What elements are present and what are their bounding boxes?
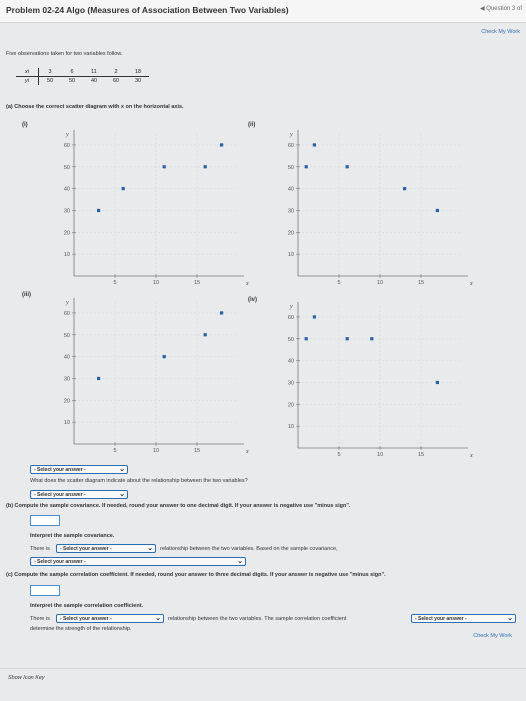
- chevron-down-icon: ⌄: [237, 558, 243, 565]
- data-point: [204, 333, 207, 336]
- x-tick-label: 10: [376, 452, 384, 458]
- plot-label-i[interactable]: (i): [22, 122, 28, 128]
- data-point: [122, 187, 125, 190]
- select-label: - Select your answer -: [34, 492, 86, 498]
- data-point: [436, 381, 439, 384]
- part-b-prompt: (b) Compute the sample covariance. If needed, round your answer to one decimal digit. If your answer is negative use "minus sign".: [6, 503, 351, 509]
- select-label: - Select your answer -: [34, 467, 86, 473]
- correlation-relationship-select[interactable]: [56, 614, 164, 623]
- relationship-question: What does the scatter diagram indicate about the relationship between the two variables?: [30, 478, 248, 484]
- table-row: [16, 77, 149, 86]
- select-label: - Select your answer -: [60, 546, 112, 552]
- select-label: - Select your answer -: [60, 616, 112, 622]
- x-tick-label: 5: [113, 448, 117, 454]
- x-tick-label: 10: [152, 448, 160, 454]
- y-cell: 30: [134, 78, 142, 84]
- check-my-work-bottom[interactable]: Check My Work: [473, 633, 512, 639]
- y-axis-label: y: [290, 132, 293, 138]
- intro-text: Five observations taken for two variables follow.: [6, 51, 123, 57]
- x-axis-label: x: [470, 453, 473, 459]
- scatter-plot-ii: [266, 128, 486, 300]
- y-cell: 60: [112, 78, 120, 84]
- x-axis-label: x: [246, 281, 249, 287]
- covariance-conclusion-select[interactable]: [30, 557, 246, 566]
- interpret-covariance: Interpret the sample covariance.: [30, 533, 115, 539]
- data-point: [346, 165, 349, 168]
- x-tick-label: 5: [337, 452, 341, 458]
- scatter-choice-select[interactable]: [30, 465, 128, 474]
- scatter-svg: [42, 128, 262, 300]
- y-tick-label: 50: [287, 336, 294, 343]
- data-point: [370, 337, 373, 340]
- x-header: xi: [16, 68, 39, 77]
- y-tick-label: 20: [63, 230, 70, 237]
- select-label: - Select your answer -: [34, 559, 86, 565]
- x-tick-label: 15: [417, 280, 425, 286]
- x-cell: 6: [61, 68, 83, 77]
- y-tick-label: 40: [287, 358, 294, 365]
- interpret-correlation: Interpret the sample correlation coefficient.: [30, 603, 144, 609]
- y-tick-label: 10: [287, 252, 294, 259]
- data-point: [346, 337, 349, 340]
- bottom-bar: [0, 668, 526, 701]
- y-tick-label: 60: [287, 142, 294, 149]
- chevron-down-icon: ⌄: [507, 615, 513, 622]
- y-axis-label: y: [290, 304, 293, 310]
- chevron-down-icon: ⌄: [155, 615, 161, 622]
- y-tick-label: 30: [287, 380, 294, 387]
- x-tick-label: 5: [113, 280, 117, 286]
- y-tick-label: 30: [63, 208, 70, 215]
- chevron-down-icon: ⌄: [119, 466, 125, 473]
- y-tick-label: 60: [63, 142, 70, 149]
- plot-label-ii[interactable]: (ii): [248, 122, 256, 128]
- x-axis-label: x: [246, 449, 249, 455]
- y-tick-label: 50: [63, 164, 70, 171]
- check-my-work-top[interactable]: Check My Work: [481, 29, 520, 35]
- x-tick-label: 10: [152, 280, 160, 286]
- x-cell: 18: [127, 68, 149, 77]
- relationship-select[interactable]: [30, 490, 128, 499]
- y-tick-label: 40: [287, 186, 294, 193]
- x-tick-label: 15: [417, 452, 425, 458]
- data-point: [220, 143, 223, 146]
- y-tick-label: 40: [63, 186, 70, 193]
- data-point: [313, 315, 316, 318]
- part-a-prompt: (a) Choose the correct scatter diagram with x on the horizontal axis.: [6, 104, 184, 110]
- scatter-svg: [266, 128, 486, 300]
- page-title: Problem 02-24 Algo (Measures of Association Between Two Variables): [6, 5, 289, 15]
- data-point: [305, 165, 308, 168]
- there-is-label: There is: [30, 546, 50, 552]
- covariance-sentence: relationship between the two variables. Based on the sample covariance,: [160, 546, 338, 552]
- x-tick-label: 15: [193, 280, 201, 286]
- correlation-sentence: relationship between the two variables. The sample correlation coefficient: [168, 616, 347, 622]
- y-tick-label: 30: [63, 376, 70, 383]
- y-tick-label: 60: [63, 310, 70, 317]
- data-point: [403, 187, 406, 190]
- x-cell: 3: [39, 68, 62, 77]
- question-nav[interactable]: ◀ Question 3 of: [480, 6, 522, 12]
- plot-label-iv[interactable]: (iv): [248, 297, 257, 303]
- x-tick-label: 15: [193, 448, 201, 454]
- top-bar: [0, 0, 526, 23]
- x-cell: 11: [83, 68, 105, 77]
- y-axis-label: y: [66, 300, 69, 306]
- table-row: [16, 68, 149, 77]
- y-tick-label: 60: [287, 314, 294, 321]
- y-axis-label: y: [66, 132, 69, 138]
- observation-table: [16, 68, 149, 85]
- y-tick-label: 40: [63, 354, 70, 361]
- chevron-down-icon: ⌄: [147, 545, 153, 552]
- x-cell: 2: [105, 68, 127, 77]
- select-label: - Select your answer -: [415, 616, 467, 622]
- part-c-prompt: (c) Compute the sample correlation coefficient. If needed, round your answer to three decimal digits. If your answer is negative use "minus sign".: [6, 572, 386, 578]
- y-cell: 50: [46, 78, 54, 84]
- x-tick-label: 5: [337, 280, 341, 286]
- correlation-input[interactable]: [30, 585, 60, 596]
- icon-key-link[interactable]: Show Icon Key: [8, 675, 45, 681]
- data-point: [220, 311, 223, 314]
- y-header: yi: [16, 77, 39, 86]
- y-tick-label: 10: [287, 424, 294, 431]
- y-tick-label: 20: [287, 402, 294, 409]
- y-tick-label: 50: [287, 164, 294, 171]
- correlation-conclusion-select[interactable]: [411, 614, 516, 623]
- covariance-input[interactable]: [30, 515, 60, 526]
- y-tick-label: 30: [287, 208, 294, 215]
- plot-label-iii[interactable]: (iii): [22, 292, 31, 298]
- scatter-svg: [42, 296, 262, 468]
- data-point: [97, 377, 100, 380]
- data-point: [436, 209, 439, 212]
- y-tick-label: 50: [63, 332, 70, 339]
- data-point: [313, 143, 316, 146]
- y-cell: 50: [68, 78, 76, 84]
- y-tick-label: 10: [63, 252, 70, 259]
- data-point: [163, 355, 166, 358]
- scatter-plot-iii: [42, 296, 262, 468]
- scatter-plot-i: [42, 128, 262, 300]
- y-tick-label: 10: [63, 420, 70, 427]
- data-point: [305, 337, 308, 340]
- there-is-label: There is: [30, 616, 50, 622]
- scatter-plot-iv: [266, 300, 486, 472]
- data-point: [97, 209, 100, 212]
- x-axis-label: x: [470, 281, 473, 287]
- data-point: [204, 165, 207, 168]
- chevron-down-icon: ⌄: [119, 491, 125, 498]
- determine-strength: determine the strength of the relationship.: [30, 626, 132, 632]
- covariance-relationship-select[interactable]: [56, 544, 156, 553]
- scatter-svg: [266, 300, 486, 472]
- y-cell: 40: [90, 78, 98, 84]
- x-tick-label: 10: [376, 280, 384, 286]
- y-tick-label: 20: [287, 230, 294, 237]
- y-tick-label: 20: [63, 398, 70, 405]
- data-point: [163, 165, 166, 168]
